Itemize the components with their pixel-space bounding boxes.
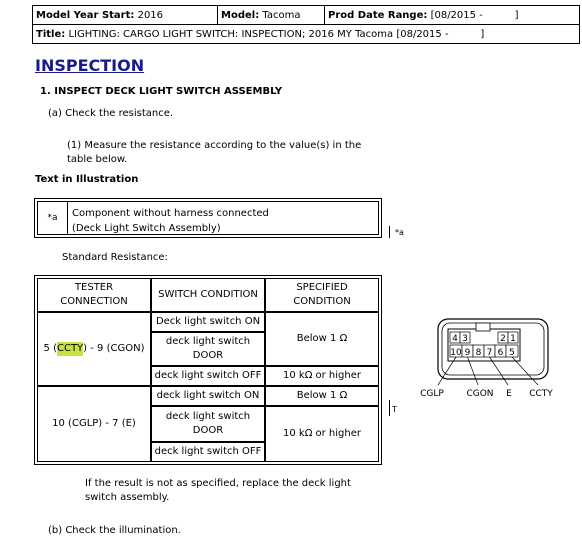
label-cglp: CGLP: [420, 389, 444, 399]
row1-spec-below: Below 1 Ω: [265, 312, 379, 366]
legend-table: [34, 198, 382, 238]
step-a1-text: (1) Measure the resistance according to the value(s) in the table below.: [67, 140, 362, 165]
row1-tester-connection: [37, 312, 151, 386]
prod-label: Prod Date Range:: [328, 9, 428, 21]
standard-resistance-label: Standard Resistance:: [62, 252, 168, 263]
resistance-table-inner: [37, 278, 379, 462]
pin-label-4: 4: [452, 334, 458, 344]
model-year-label: Model Year Start:: [36, 9, 135, 21]
row1-conn-highlight: CCTY: [56, 343, 84, 354]
row2-tester-connection: 10 (CGLP) - 7 (E): [37, 386, 151, 462]
header-table: [32, 5, 580, 44]
step-a-text: (a) Check the resistance.: [48, 108, 174, 119]
pin-label-7: 7: [486, 348, 493, 358]
row2-spec-higher: 10 kΩ or higher: [265, 406, 379, 462]
step-1-heading: 1. INSPECT DECK LIGHT SWITCH ASSEMBLY: [40, 86, 283, 97]
row1-condition-on: Deck light switch ON: [151, 312, 265, 332]
label-e: E: [506, 389, 512, 399]
prod-range-cell: [325, 6, 580, 25]
connector-illustration: [420, 305, 578, 410]
row2-spec-below: Below 1 Ω: [265, 386, 379, 406]
row1-conn-post: ) - 9 (CGON): [83, 343, 145, 354]
header-switch-condition: SWITCH CONDITION: [151, 278, 265, 312]
model-value: Tacoma: [262, 9, 301, 21]
pin-label-5: 5: [509, 348, 515, 358]
legend-line-2: (Deck Light Switch Assembly): [72, 223, 221, 234]
pin-label-1: 1: [510, 334, 516, 344]
legend-line-1: Component without harness connected: [72, 208, 269, 219]
pin-label-2: 2: [500, 334, 506, 344]
illustration-key-a: *a: [395, 228, 404, 237]
legend-key: *a: [38, 202, 68, 234]
resistance-table: [34, 275, 382, 465]
prod-value: [08/2015 - ]: [430, 9, 519, 21]
legend-value: [72, 206, 269, 236]
label-ccty: CCTY: [529, 389, 553, 399]
title-cell: [33, 25, 580, 44]
model-year-cell: [33, 6, 218, 25]
title-value: LIGHTING: CARGO LIGHT SWITCH: INSPECTION; 2016 MY Tacoma [08/2015 - ]: [68, 28, 485, 40]
illustration-key-t: T: [392, 405, 397, 414]
row1-condition-off: deck light switch OFF: [151, 366, 265, 386]
pin-label-8: 8: [475, 348, 482, 358]
pin-label-3: 3: [462, 334, 468, 344]
row2-condition-off: deck light switch OFF: [151, 442, 265, 462]
step-b-text: (b) Check the illumination.: [48, 525, 181, 536]
row1-spec-higher: 10 kΩ or higher: [265, 366, 379, 386]
header-specified-condition: SPECIFIED CONDITION: [265, 278, 379, 312]
pin-label-6: 6: [497, 348, 504, 358]
pin-label-10: 10: [450, 348, 462, 358]
pin-label-9: 9: [464, 348, 471, 358]
model-cell: [218, 6, 325, 25]
row1-conn-pre: 5 (: [43, 343, 57, 354]
model-label: Model:: [221, 9, 260, 21]
after-note: If the result is not as specified, replace the deck light switch assembly.: [85, 478, 351, 503]
key-notch: [476, 323, 490, 331]
row2-condition-on: deck light switch ON: [151, 386, 265, 406]
label-cgon: CGON: [466, 389, 494, 399]
title-label: Title:: [36, 28, 66, 40]
illustration-border-top: [389, 226, 390, 238]
illustration-border-bottom: [389, 400, 390, 416]
section-title: INSPECTION: [35, 56, 145, 75]
row1-condition-door: deck light switch DOOR: [151, 332, 265, 366]
legend-inner: [37, 201, 379, 235]
row2-condition-door: deck light switch DOOR: [151, 406, 265, 442]
text-in-illustration-heading: Text in Illustration: [35, 174, 139, 185]
model-year-value: 2016: [137, 9, 164, 21]
header-tester-connection: TESTER CONNECTION: [37, 278, 151, 312]
